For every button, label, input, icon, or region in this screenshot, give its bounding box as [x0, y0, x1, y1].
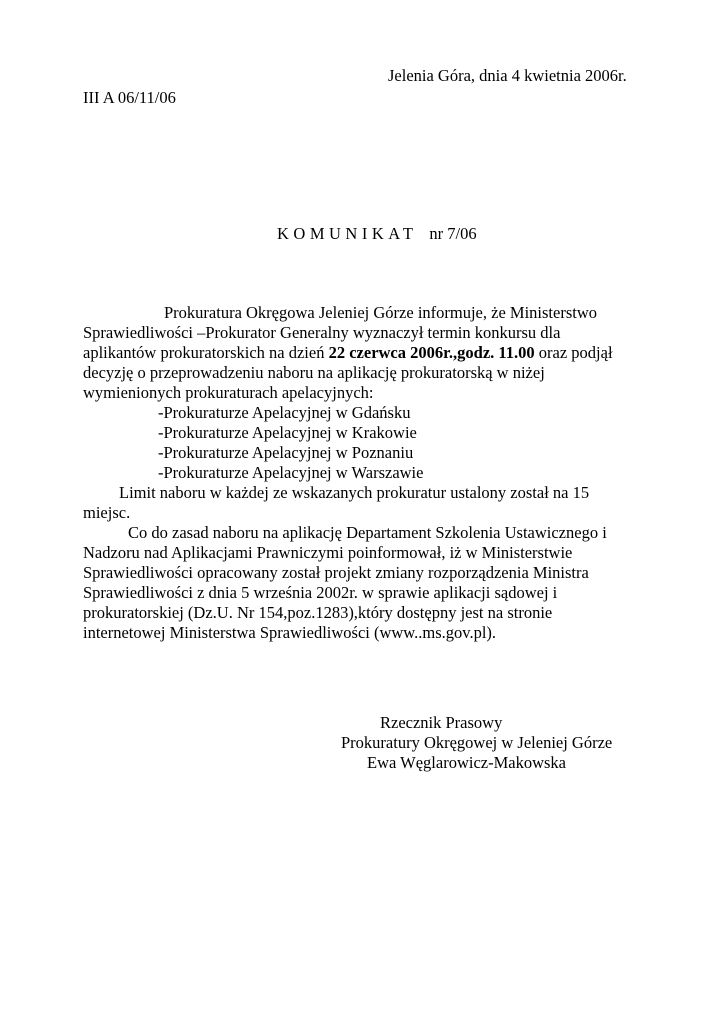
list-item: -Prokuraturze Apelacyjnej w Gdańsku	[158, 403, 411, 422]
paragraph-1-line-3	[83, 343, 613, 363]
place-date: Jelenia Góra, dnia 4 kwietnia 2006r.	[388, 66, 627, 85]
paragraph-3-line-5: prokuratorskiej (Dz.U. Nr 154,poz.1283),który dostępny jest na stronie	[83, 603, 553, 622]
signature-office: Prokuratury Okręgowej w Jeleniej Górze	[341, 733, 613, 752]
title-number: nr 7/06	[429, 224, 477, 243]
paragraph-1-line-1: Prokuratura Okręgowa Jeleniej Górze informuje, że Ministerstwo	[164, 303, 597, 322]
list-item: -Prokuraturze Apelacyjnej w Poznaniu	[158, 443, 414, 462]
list-item: -Prokuraturze Apelacyjnej w Warszawie	[158, 463, 424, 482]
paragraph-3-line-6: internetowej Ministerstwa Sprawiedliwości (www..ms.gov.pl).	[83, 623, 497, 642]
signature-name: Ewa Węglarowicz-Makowska	[367, 753, 566, 772]
title-main: KOMUNIKAT	[277, 224, 418, 243]
reference-number: III A 06/11/06	[83, 88, 176, 107]
paragraph-2-line-1: Limit naboru w każdej ze wskazanych prokuratur ustalony został na 15	[119, 483, 590, 502]
paragraph-1-line-5: wymienionych prokuraturach apelacyjnych:	[83, 383, 374, 402]
paragraph-1-line-3-start: aplikantów prokuratorskich na dzień	[83, 343, 329, 362]
paragraph-3-line-4: Sprawiedliwości z dnia 5 września 2002r. w sprawie aplikacji sądowej i	[83, 583, 558, 602]
paragraph-2-line-2: miejsc.	[83, 503, 131, 522]
paragraph-1-line-3-end: oraz podjął	[534, 343, 613, 362]
paragraph-3-line-1: Co do zasad naboru na aplikację Departament Szkolenia Ustawicznego i	[128, 523, 607, 542]
paragraph-1-line-4: decyzję o przeprowadzeniu naboru na aplikację prokuratorską w niżej	[83, 363, 545, 382]
signature-role: Rzecznik Prasowy	[380, 713, 503, 732]
list-item: -Prokuraturze Apelacyjnej w Krakowie	[158, 423, 417, 442]
paragraph-1-line-2: Sprawiedliwości –Prokurator Generalny wyznaczył termin konkursu dla	[83, 323, 561, 342]
exam-date-bold: 22 czerwca 2006r.,godz. 11.00	[328, 343, 535, 362]
paragraph-3-line-2: Nadzoru nad Aplikacjami Prawniczymi poinformował, iż w Ministerstwie	[83, 543, 573, 562]
paragraph-3-line-3: Sprawiedliwości opracowany został projekt zmiany rozporządzenia Ministra	[83, 563, 589, 582]
document-title	[277, 224, 477, 244]
